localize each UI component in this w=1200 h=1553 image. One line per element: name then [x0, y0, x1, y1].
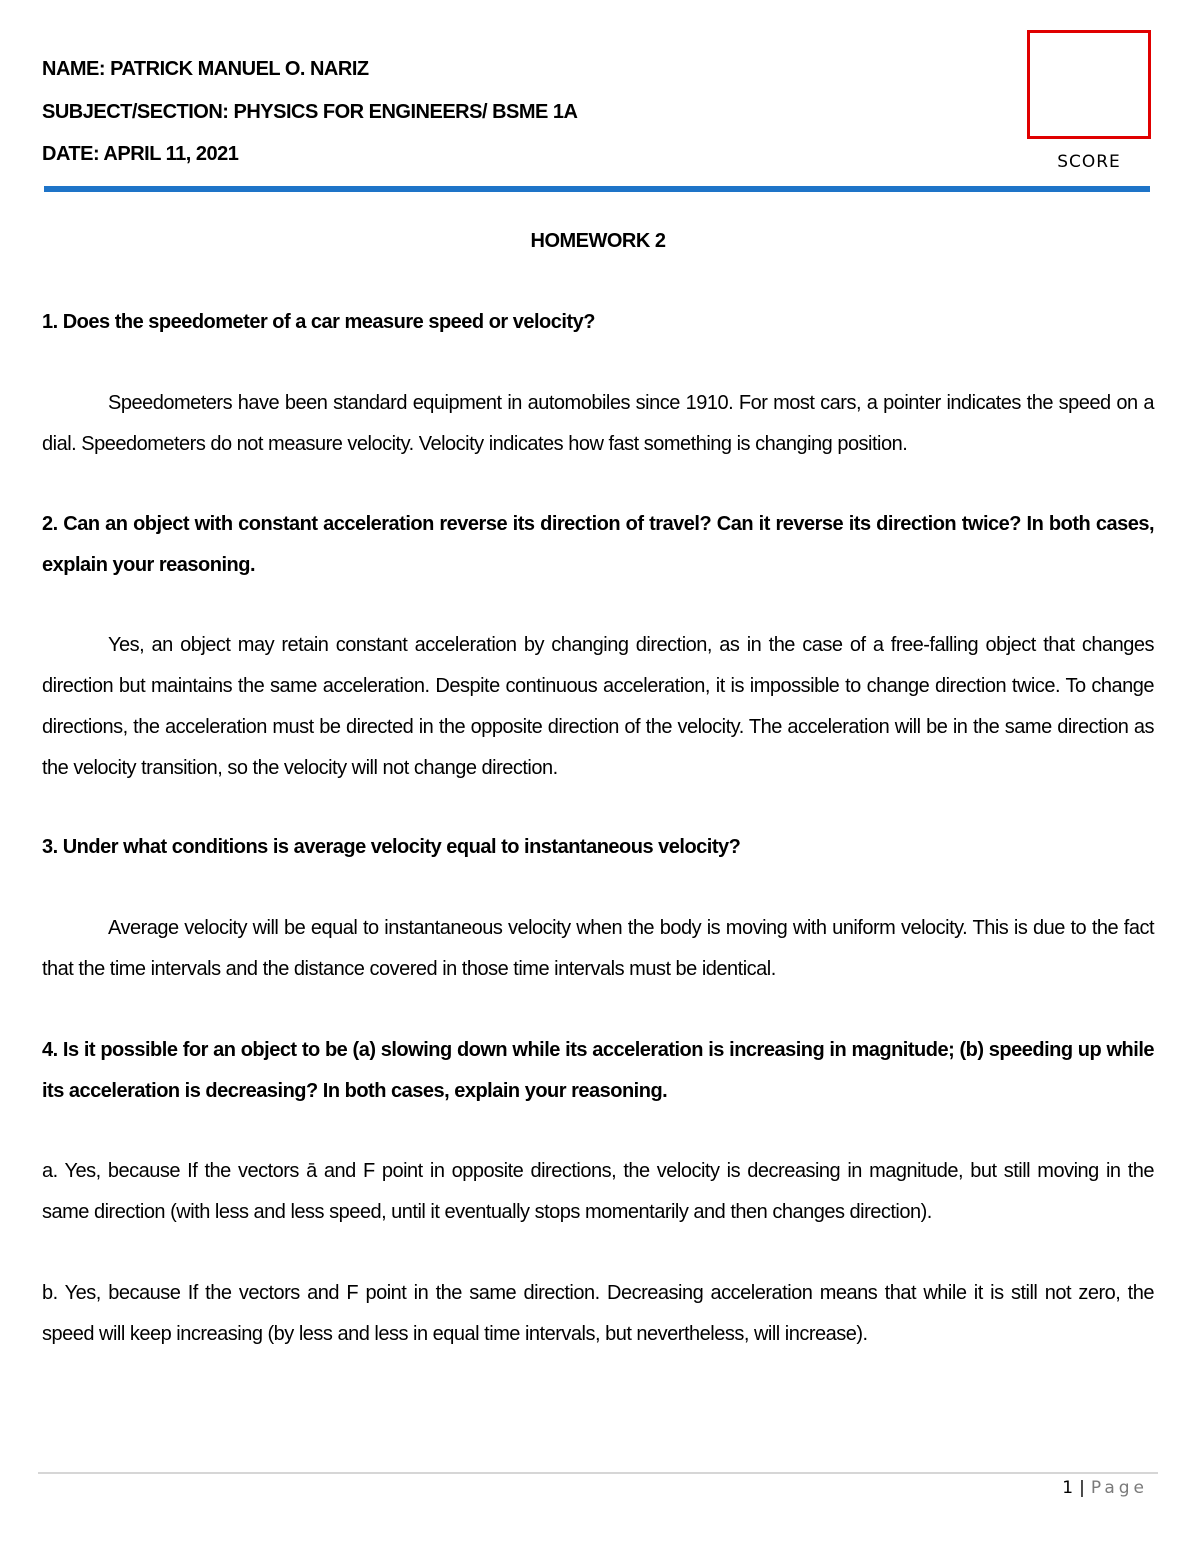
answer-3: Average velocity will be equal to instantaneous velocity when the body is moving with uniform velocity. This is due to the fact that the time intervals and the distance covered in those time intervals must be identical.	[42, 917, 1154, 980]
homework-title: HOMEWORK 2	[530, 230, 666, 252]
answer-1: Speedometers have been standard equipment in automobiles since 1910. For most cars, a pointer indicates the speed on a dial. Speedometers do not measure velocity. Velocity indicates how fast something is changing position.	[42, 392, 1154, 455]
page-number-value: 1	[1062, 1478, 1074, 1498]
page-word: Page	[1090, 1478, 1148, 1498]
student-name: NAME: PATRICK MANUEL O. NARIZ	[42, 58, 369, 80]
subject-section: SUBJECT/SECTION: PHYSICS FOR ENGINEERS/ BSME 1A	[42, 101, 578, 123]
footer-divider	[38, 1472, 1158, 1474]
page-number	[1062, 1478, 1148, 1498]
page-number-separator: |	[1079, 1478, 1085, 1498]
question-2: 2. Can an object with constant acceleration reverse its direction of travel? Can it reverse its direction twice? In both cases, explain your reasoning.	[42, 513, 1154, 576]
score-box	[1027, 30, 1151, 139]
question-1: 1. Does the speedometer of a car measure speed or velocity?	[42, 311, 595, 333]
answer-2: Yes, an object may retain constant acceleration by changing direction, as in the case of a free-falling object that changes direction but maintains the same acceleration. Despite continuous acceleration, it is impossible to change direction twice. To change directions, the acceleration must be directed in the opposite direction of the velocity. The acceleration will be in the same direction as the velocity transition, so the velocity will not change direction.	[42, 634, 1154, 779]
header-divider	[44, 186, 1150, 192]
score-label: SCORE	[1057, 152, 1121, 172]
question-3: 3. Under what conditions is average velocity equal to instantaneous velocity?	[42, 836, 741, 858]
answer-4a: a. Yes, because If the vectors ā and F point in opposite directions, the velocity is decreasing in magnitude, but still moving in the same direction (with less and less speed, until it eventually stops momentarily and then changes direction).	[42, 1160, 1154, 1223]
question-4: 4. Is it possible for an object to be (a) slowing down while its acceleration is increasing in magnitude; (b) speeding up while its acceleration is decreasing? In both cases, explain your reasoning.	[42, 1039, 1154, 1102]
answer-4b: b. Yes, because If the vectors and F point in the same direction. Decreasing acceleration means that while it is still not zero, the speed will keep increasing (by less and less in equal time intervals, but nevertheless, will increase).	[42, 1282, 1154, 1345]
submission-date: DATE: APRIL 11, 2021	[42, 143, 239, 165]
